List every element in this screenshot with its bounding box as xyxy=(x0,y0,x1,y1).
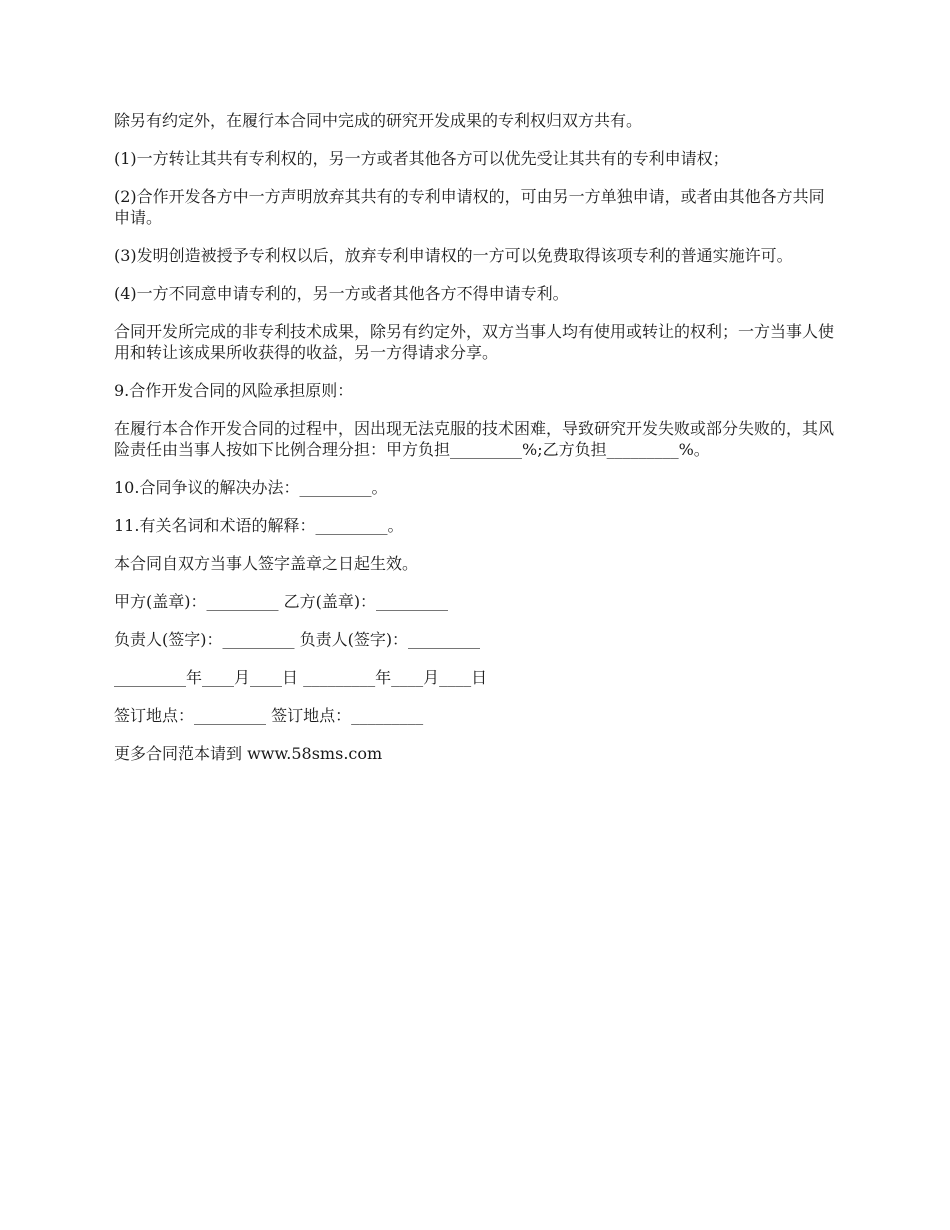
paragraph-non-patent-results: 合同开发所完成的非专利技术成果，除另有约定外，双方当事人均有使用或转让的权利；一方当事人使用和转让该成果所收获得的收益，另一方得请求分享。 xyxy=(114,322,835,362)
footer-more-templates: 更多合同范本请到 www.58sms.com xyxy=(114,744,383,763)
section-terms-definition: 11.有关名词和术语的解释：_________。 xyxy=(114,516,404,535)
paragraph-risk-sharing: 在履行本合作开发合同的过程中，因出现无法克服的技术困难，导致研究开发失败或部分失败的，其风险责任由当事人按如下比例合理分担：甲方负担_________%;乙方负担_________%。 xyxy=(114,419,835,459)
document-page xyxy=(114,110,834,781)
signature-seal-line: 甲方(盖章)：_________ 乙方(盖章)：_________ xyxy=(114,592,449,611)
signature-date-line: _________年____月____日 _________年____月____日 xyxy=(114,668,488,687)
paragraph-clause-1: (1)一方转让其共有专利权的，另一方或者其他各方可以优先受让其共有的专利申请权； xyxy=(114,149,729,168)
section-dispute-resolution: 10.合同争议的解决办法：_________。 xyxy=(114,478,388,497)
paragraph-clause-2: (2)合作开发各方中一方声明放弃其共有的专利申请权的，可由另一方单独申请，或者由其他各方共同申请。 xyxy=(114,187,825,227)
paragraph-effective-date: 本合同自双方当事人签字盖章之日起生效。 xyxy=(114,554,419,573)
signature-person-line: 负责人(签字)：_________ 负责人(签字)：_________ xyxy=(114,630,481,649)
paragraph-clause-4: (4)一方不同意申请专利的，另一方或者其他各方不得申请专利。 xyxy=(114,284,569,303)
paragraph-patent-ownership: 除另有约定外，在履行本合同中完成的研究开发成果的专利权归双方共有。 xyxy=(114,111,643,130)
paragraph-clause-3: (3)发明创造被授予专利权以后，放弃专利申请权的一方可以免费取得该项专利的普通实施许可。 xyxy=(114,246,793,265)
signature-place-line: 签订地点：_________ 签订地点：_________ xyxy=(114,706,424,725)
section-heading-risk: 9.合作开发合同的风险承担原则： xyxy=(114,381,354,400)
